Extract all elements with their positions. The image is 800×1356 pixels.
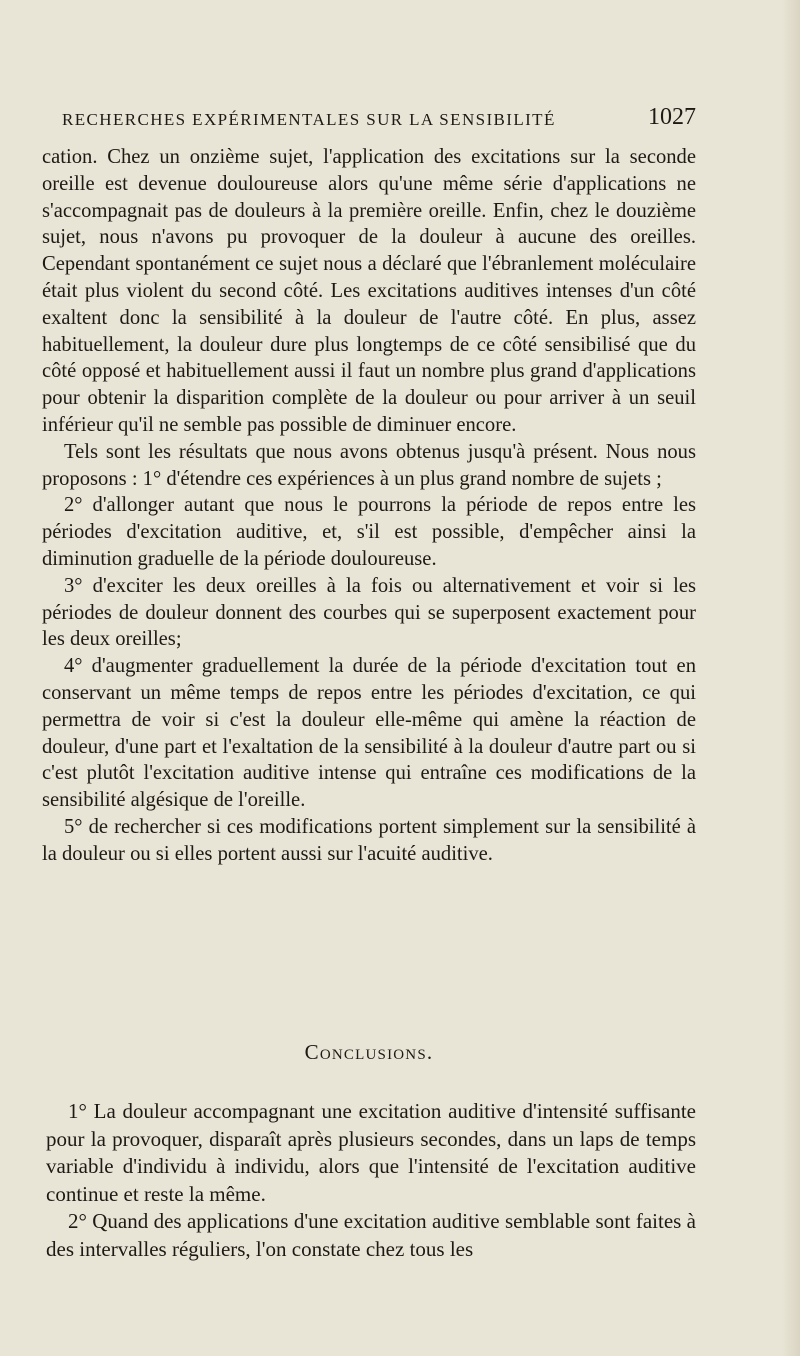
conclusions-text (46, 1098, 696, 1264)
conclusion-1: 1° La douleur accompagnant une excitation auditive d'intensité suffisante pour la provoquer, disparaît après plusieurs secondes, dans un laps de temps variable d'individu à individu, alors que l'intensité de l'excitation auditive continue et reste la même. (46, 1099, 696, 1206)
page-edge-shadow (782, 0, 800, 1356)
paragraph-proposal-5: 5° de rechercher si ces modifications portent simplement sur la sensibilité à la douleur ou si elles portent aussi sur l'acuité auditive. (42, 815, 696, 865)
paragraph-proposals-intro: Tels sont les résultats que nous avons obtenus jusqu'à présent. Nous nous proposons : 1° d'étendre ces expériences à un plus grand nombre de sujets ; (42, 440, 696, 490)
paragraph-proposal-4: 4° d'augmenter graduellement la durée de la période d'excitation tout en conservant un même temps de repos entre les périodes d'excitation, ce qui permettra de voir si c'est la douleur elle-même qui amène la réaction de douleur, d'une part et l'exaltation de la sensibilité à la douleur d'autre part ou si c'est plutôt l'excitation auditive intense qui entraîne ces modifications de la sensibilité algésique de l'oreille. (42, 655, 696, 812)
conclusion-2: 2° Quand des applications d'une excitation auditive semblable sont faites à des intervalles réguliers, l'on constate chez tous les (46, 1209, 696, 1261)
body-text (42, 144, 696, 868)
paragraph-proposal-2: 2° d'allonger autant que nous le pourrons la période de repos entre les périodes d'excitation auditive, et, s'il est possible, d'empêcher ainsi la diminution graduelle de la période douloureuse. (42, 494, 696, 570)
paragraph-continuation: cation. Chez un onzième sujet, l'application des excitations sur la seconde oreille est devenue douloureuse alors qu'une même série d'applications ne s'accompagnait pas de douleurs à la première oreille. Enfin, chez le douzième sujet, nous n'avons pu provoquer de la douleur à aucune des oreilles. Cependant spontanément ce sujet nous a déclaré que l'ébranlement moléculaire était plus violent du second côté. Les excitations auditives intenses d'un côté exaltent donc la sensibilité à la douleur de l'autre côté. En plus, assez habituellement, la douleur dure plus longtemps de ce côté sensibilisé que du côté opposé et habituellement aussi il faut un nombre plus grand d'applications pour obtenir la disparition complète de la douleur ou pour arriver à un seuil inférieur qu'il ne semble pas possible de diminuer encore. (42, 146, 696, 436)
page-number: 1027 (648, 104, 696, 130)
section-heading-conclusions: Conclusions. (304, 1040, 434, 1064)
running-head-title: RECHERCHES EXPÉRIMENTALES SUR LA SENSIBILITÉ (62, 110, 556, 129)
running-head (62, 104, 696, 134)
paragraph-proposal-3: 3° d'exciter les deux oreilles à la fois ou alternativement et voir si les périodes de douleur donnent des courbes qui se superposent exactement pour les deux oreilles; (42, 574, 696, 651)
